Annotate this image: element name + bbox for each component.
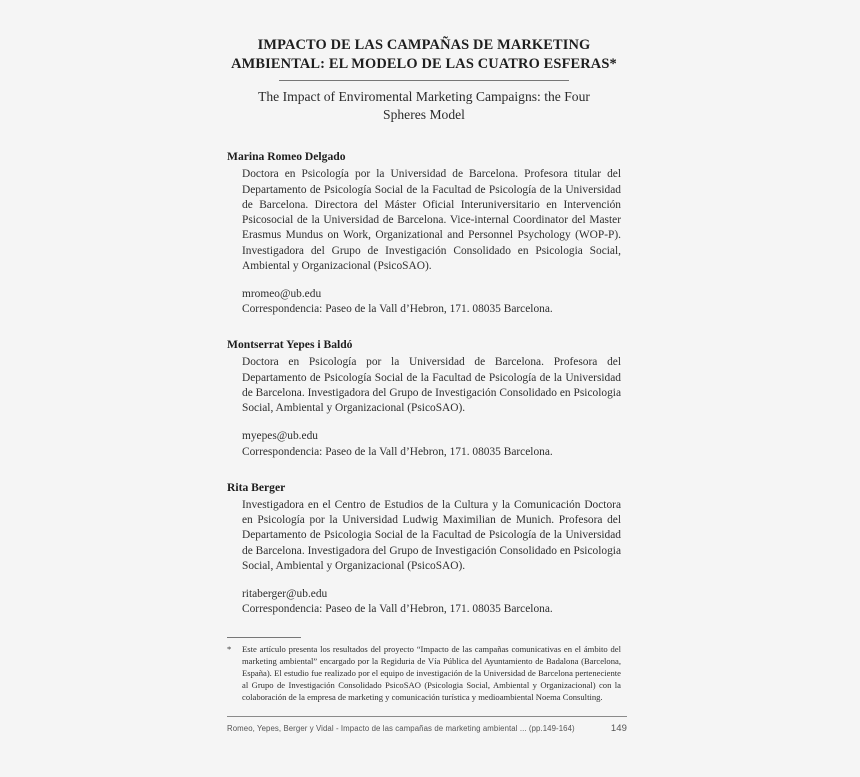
page-title-line-2: AMBIENTAL: EL MODELO DE LAS CUATRO ESFERAS* xyxy=(231,56,617,73)
footnote-marker: * xyxy=(227,644,232,655)
footnote-section xyxy=(227,637,621,704)
page-subtitle-line-1: The Impact of Enviromental Marketing Campaigns: the Four xyxy=(258,89,590,105)
page-title xyxy=(227,36,621,74)
author-bio: Doctora en Psicología por la Universidad de Barcelona. Profesora del Departamento de Psicología Social de la Facultad de Psicología de la Universidad de Barcelona. Investigadora del Grupo de Investigación Consolidado en Psicologia Social, Ambiental y Organizacional (PsicoSAO). xyxy=(242,356,621,415)
author-email[interactable]: myepes@ub.edu xyxy=(242,430,318,443)
author-name: Rita Berger xyxy=(227,480,286,494)
author-correspondence: Correspondencia: Paseo de la Vall d’Hebron, 171. 08035 Barcelona. xyxy=(242,603,553,616)
author-email[interactable]: mromeo@ub.edu xyxy=(242,287,322,300)
author-block xyxy=(227,480,621,618)
author-contact xyxy=(242,287,621,317)
page-footer xyxy=(227,716,627,734)
page-number: 149 xyxy=(610,723,627,734)
author-correspondence: Correspondencia: Paseo de la Vall d’Hebron, 171. 08035 Barcelona. xyxy=(242,303,553,316)
author-email[interactable]: ritaberger@ub.edu xyxy=(242,587,328,600)
author-correspondence: Correspondencia: Paseo de la Vall d’Hebron, 171. 08035 Barcelona. xyxy=(242,445,553,458)
author-bio: Investigadora en el Centro de Estudios de la Cultura y la Comunicación Doctora en Psicología por la Universidad Ludwig Maximilian de Munich. Profesora del Departamento de Psicologia Social de la Facultad de Psicología de la Universidad de Barcelona. Investigadora del Grupo de Investigación Consolidado en Psicologia Social, Ambiental y Organizacional (PsicoSAO). xyxy=(242,498,621,572)
page-content-column xyxy=(227,0,621,704)
footer-row xyxy=(227,723,627,734)
footer-divider xyxy=(227,716,627,717)
title-block xyxy=(227,0,621,123)
footnote-text: Este artículo presenta los resultados del proyecto “Impacto de las campañas comunicativas en el ámbito del marketing ambiental” encargado por la Regiduria de Vía Pública del Ayuntamiento de Badalona (Barcelona, España). El estudio fue realizado por el equipo de investigación de la Universidad de Barcelona perteneciente al Grupo de Investigación Consolidado PsicoSAO (Psicologia Social, Ambiental y Organizacional) con la colaboración de la empresa de marketing y comunicación turística y medioambiental Noema Consulting. xyxy=(242,644,621,703)
author-bio: Doctora en Psicología por la Universidad de Barcelona. Profesora titular del Departamento de Psicología Social de la Facultad de Psicología de la Universidad de Barcelona. Directora del Máster Oficial Interuniversitario en Intervención Psicosocial de la Universidad de Barcelona. Vice-internal Coordinator del Master Erasmus Mundus on Work, Organizational and Personnel Psychology (WOP-P). Investigadora del Grupo de Investigación Consolidado en Psicologia Social, Ambiental y Organizacional (PsicoSAO). xyxy=(242,168,621,272)
footer-citation: Romeo, Yepes, Berger y Vidal - Impacto de las campañas de marketing ambiental ... (pp.149-164) xyxy=(227,724,575,733)
page-subtitle-line-2: Spheres Model xyxy=(383,106,465,122)
title-divider xyxy=(279,80,569,81)
page-title-line-1: IMPACTO DE LAS CAMPAÑAS DE MARKETING xyxy=(257,37,591,53)
author-name: Marina Romeo Delgado xyxy=(227,150,346,164)
author-name: Montserrat Yepes i Baldó xyxy=(227,338,353,352)
authors-section xyxy=(227,149,621,617)
footnote-body xyxy=(227,644,621,704)
author-contact xyxy=(242,587,621,617)
footnote-divider xyxy=(227,637,301,638)
author-block xyxy=(227,337,621,459)
author-contact xyxy=(242,429,621,459)
author-block xyxy=(227,149,621,317)
page-subtitle xyxy=(227,88,621,123)
